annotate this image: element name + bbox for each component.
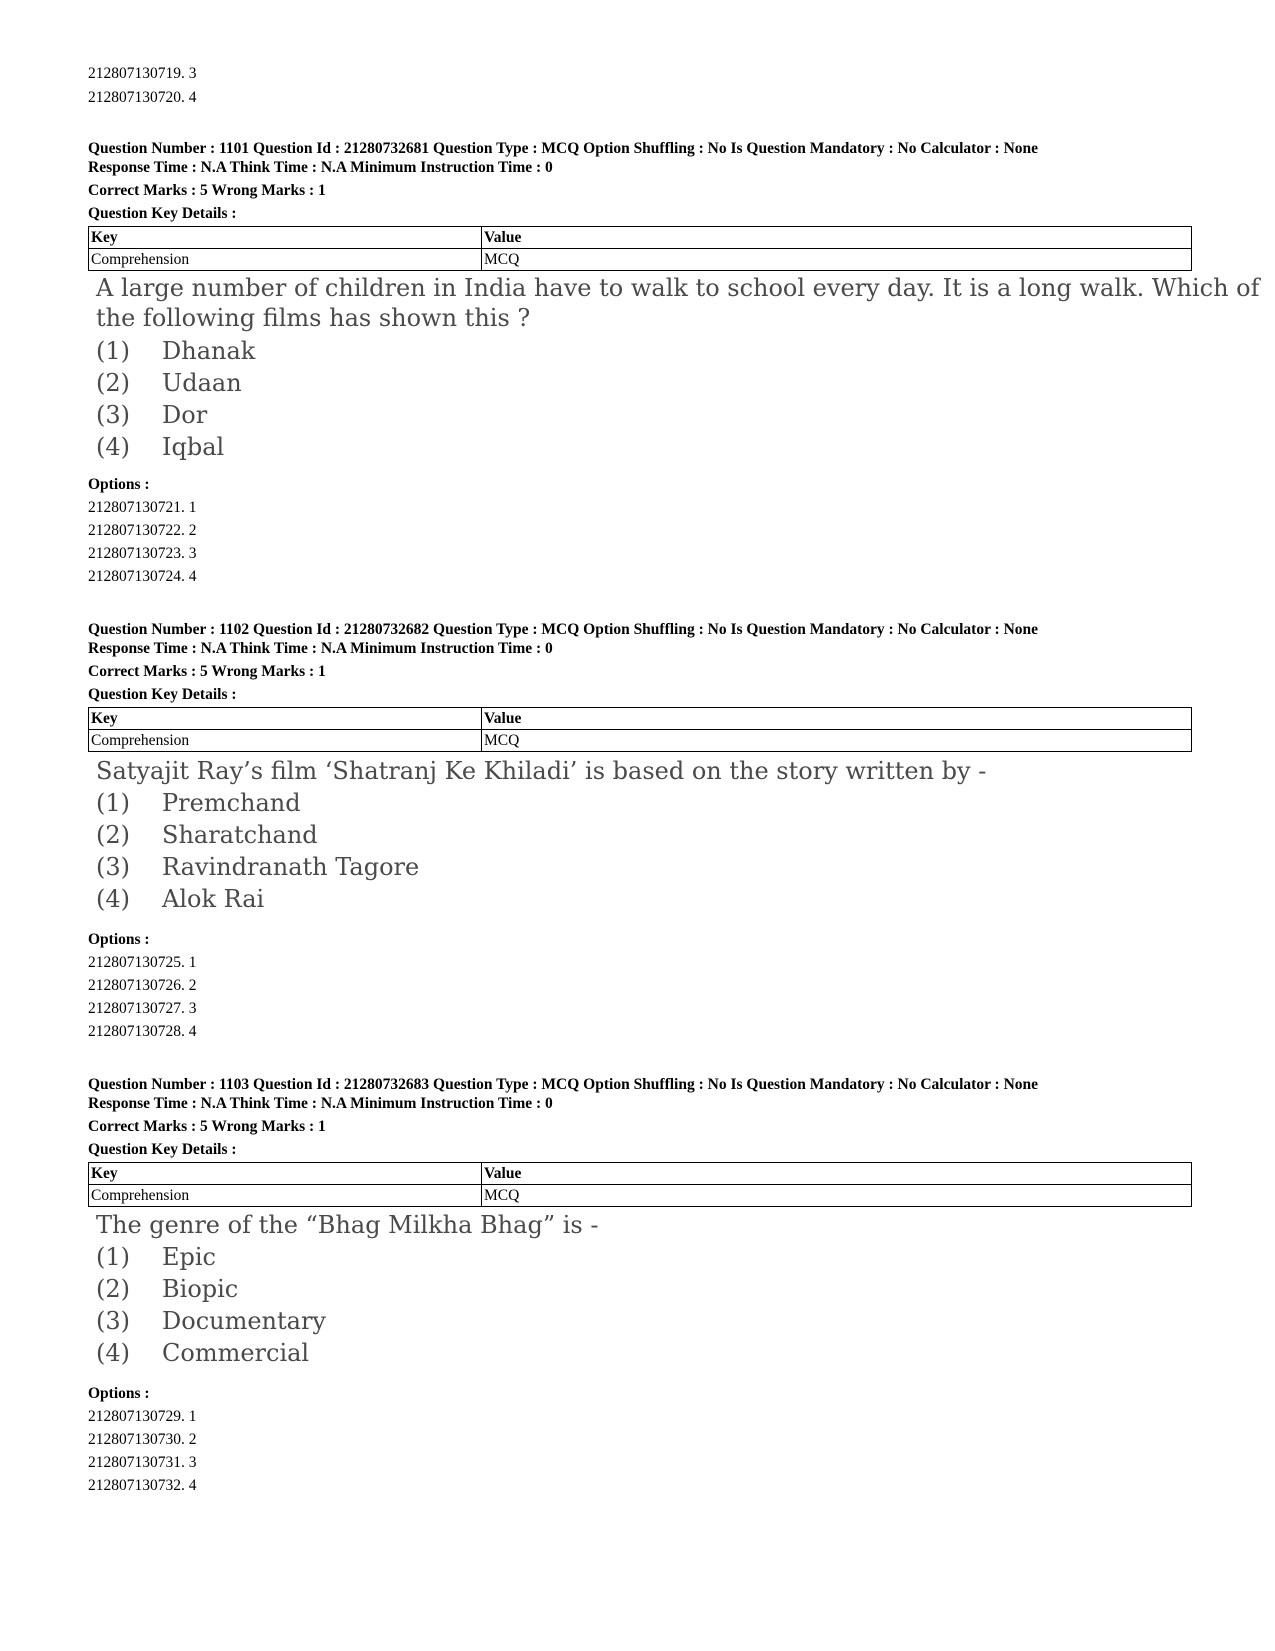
option-line: 212807130720. 4 xyxy=(88,89,197,106)
choice-text: Sharatchand xyxy=(162,821,318,849)
value-header: Value xyxy=(482,708,1192,730)
question-timing: Response Time : N.A Think Time : N.A Minimum Instruction Time : 0 xyxy=(88,159,553,176)
choice-number: (4) xyxy=(96,433,130,461)
key-details-table xyxy=(88,1162,1192,1207)
choice-text: Premchand xyxy=(162,789,301,817)
key-cell: Comprehension xyxy=(89,730,482,752)
question-marks: Correct Marks : 5 Wrong Marks : 1 xyxy=(88,1118,326,1135)
option-line: 212807130727. 3 xyxy=(88,1000,197,1017)
key-details-table xyxy=(88,707,1192,752)
choice-text: Alok Rai xyxy=(162,885,265,913)
question-marks: Correct Marks : 5 Wrong Marks : 1 xyxy=(88,663,326,680)
option-line: 212807130732. 4 xyxy=(88,1477,197,1494)
options-label: Options : xyxy=(88,931,150,948)
question-meta: Question Number : 1101 Question Id : 21280732681 Question Type : MCQ Option Shuffling : No Is Question Mandatory : No Calculator : None xyxy=(88,140,1039,157)
key-cell: Comprehension xyxy=(89,249,482,271)
options-label: Options : xyxy=(88,476,150,493)
key-header: Key xyxy=(89,1163,482,1185)
question-meta: Question Number : 1102 Question Id : 21280732682 Question Type : MCQ Option Shuffling : No Is Question Mandatory : No Calculator : None xyxy=(88,621,1039,638)
option-line: 212807130730. 2 xyxy=(88,1431,197,1448)
option-line: 212807130719. 3 xyxy=(88,65,197,82)
divider-line xyxy=(932,751,1172,752)
option-line: 212807130726. 2 xyxy=(88,977,197,994)
key-header: Key xyxy=(89,708,482,730)
option-line: 212807130724. 4 xyxy=(88,568,197,585)
choice xyxy=(96,1242,216,1272)
choice xyxy=(96,400,207,430)
key-details-label: Question Key Details : xyxy=(88,205,237,222)
choice-text: Iqbal xyxy=(162,433,225,461)
choice-number: (2) xyxy=(96,369,130,397)
choice xyxy=(96,852,419,882)
key-header: Key xyxy=(89,227,482,249)
value-cell: MCQ xyxy=(482,730,1192,752)
key-details-label: Question Key Details : xyxy=(88,686,237,703)
key-details-label: Question Key Details : xyxy=(88,1141,237,1158)
choice-text: Epic xyxy=(162,1243,216,1271)
choice xyxy=(96,432,224,462)
question-text-line: Satyajit Ray’s film ‘Shatranj Ke Khiladi’ is based on the story written by - xyxy=(96,757,987,785)
option-line: 212807130731. 3 xyxy=(88,1454,197,1471)
question-marks: Correct Marks : 5 Wrong Marks : 1 xyxy=(88,182,326,199)
key-cell: Comprehension xyxy=(89,1185,482,1207)
option-line: 212807130723. 3 xyxy=(88,545,197,562)
choice xyxy=(96,368,242,398)
option-line: 212807130725. 1 xyxy=(88,954,197,971)
question-meta: Question Number : 1103 Question Id : 21280732683 Question Type : MCQ Option Shuffling : No Is Question Mandatory : No Calculator : None xyxy=(88,1076,1039,1093)
choice xyxy=(96,820,318,850)
option-line: 212807130728. 4 xyxy=(88,1023,197,1040)
choice xyxy=(96,1274,238,1304)
key-details-table xyxy=(88,226,1192,271)
question-text-line: The genre of the “Bhag Milkha Bhag” is - xyxy=(96,1211,599,1239)
choice-number: (3) xyxy=(96,853,130,881)
choice-number: (2) xyxy=(96,821,130,849)
choice-text: Dhanak xyxy=(162,337,256,365)
choice-text: Commercial xyxy=(162,1339,310,1367)
choice xyxy=(96,1338,309,1368)
choice-number: (2) xyxy=(96,1275,130,1303)
options-label: Options : xyxy=(88,1385,150,1402)
option-line: 212807130721. 1 xyxy=(88,499,197,516)
choice-text: Biopic xyxy=(162,1275,239,1303)
choice-text: Documentary xyxy=(162,1307,326,1335)
value-header: Value xyxy=(482,227,1192,249)
choice-number: (3) xyxy=(96,401,130,429)
choice xyxy=(96,788,301,818)
option-line: 212807130729. 1 xyxy=(88,1408,197,1425)
choice-number: (3) xyxy=(96,1307,130,1335)
choice-number: (1) xyxy=(96,789,130,817)
choice-number: (1) xyxy=(96,1243,130,1271)
choice xyxy=(96,336,255,366)
question-text-line: the following films has shown this ? xyxy=(96,304,531,332)
choice xyxy=(96,884,264,914)
choice xyxy=(96,1306,326,1336)
question-timing: Response Time : N.A Think Time : N.A Minimum Instruction Time : 0 xyxy=(88,1095,553,1112)
choice-text: Dor xyxy=(162,401,208,429)
question-timing: Response Time : N.A Think Time : N.A Minimum Instruction Time : 0 xyxy=(88,640,553,657)
value-cell: MCQ xyxy=(482,249,1192,271)
choice-number: (4) xyxy=(96,885,130,913)
value-cell: MCQ xyxy=(482,1185,1192,1207)
choice-number: (4) xyxy=(96,1339,130,1367)
question-text-line: A large number of children in India have to walk to school every day. It is a long walk. Which of xyxy=(96,274,1260,302)
choice-text: Udaan xyxy=(162,369,242,397)
choice-number: (1) xyxy=(96,337,130,365)
choice-text: Ravindranath Tagore xyxy=(162,853,420,881)
value-header: Value xyxy=(482,1163,1192,1185)
option-line: 212807130722. 2 xyxy=(88,522,197,539)
